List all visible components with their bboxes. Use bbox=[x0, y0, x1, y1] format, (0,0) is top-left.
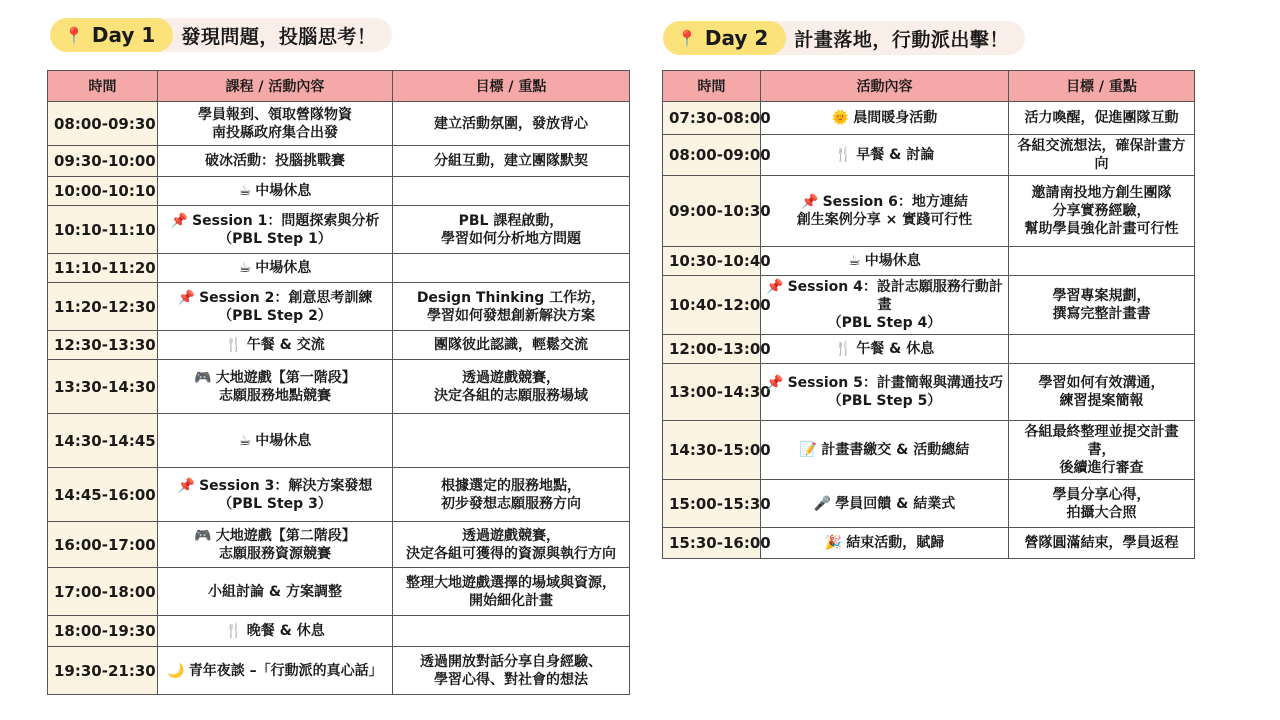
day2-pill bbox=[663, 21, 786, 55]
activity-text: 大地遊戲【第一階段】 志願服務地點競賽 bbox=[215, 369, 356, 404]
time-cell: 08:00-09:30 bbox=[48, 102, 158, 146]
table-row bbox=[663, 276, 1195, 335]
day1-title bbox=[147, 18, 392, 52]
goal-cell bbox=[1009, 421, 1195, 480]
pushpin-icon: 📌 bbox=[801, 194, 819, 210]
coffee-icon: ☕ bbox=[238, 183, 252, 199]
activity-cell bbox=[761, 335, 1009, 364]
day2-schedule-table bbox=[662, 70, 1195, 559]
pushpin-icon: 📌 bbox=[177, 289, 196, 306]
table-row bbox=[663, 176, 1195, 247]
time-cell: 14:30-14:45 bbox=[48, 414, 158, 468]
activity-cell bbox=[761, 135, 1009, 176]
moon-icon: 🌙 bbox=[167, 662, 185, 679]
goal-text: 各組最終整理並提交計畫書， 後續進行審查 bbox=[1024, 424, 1179, 476]
activity-cell bbox=[158, 254, 393, 283]
goal-cell bbox=[1009, 176, 1195, 247]
activity-text: 中場休息 bbox=[255, 183, 312, 199]
time-cell: 14:30-15:00 bbox=[663, 421, 761, 480]
goal-cell bbox=[1009, 247, 1195, 276]
pushpin-icon: 📌 bbox=[766, 279, 784, 295]
activity-text: 結束活動，賦歸 bbox=[846, 535, 945, 551]
day2-label: Day 2 bbox=[704, 26, 769, 50]
goal-cell bbox=[393, 146, 630, 177]
time-cell: 13:30-14:30 bbox=[48, 360, 158, 414]
fork-knife-icon: 🍴 bbox=[834, 341, 853, 357]
activity-text: 學員回饋 & 結業式 bbox=[835, 495, 956, 512]
time-cell: 18:00-19:30 bbox=[48, 616, 158, 647]
activity-text: Session 6：地方連結 創生案例分享 × 實踐可行性 bbox=[796, 194, 973, 228]
table-row bbox=[48, 206, 630, 254]
day1-schedule-table bbox=[47, 70, 630, 695]
goal-cell bbox=[1009, 528, 1195, 559]
sun-icon: 🌞 bbox=[831, 110, 850, 126]
activity-cell bbox=[158, 360, 393, 414]
activity-text: Session 4：設計志願服務行動計畫 （PBL Step 4） bbox=[787, 279, 1003, 331]
fork-knife-icon: 🍴 bbox=[225, 337, 243, 353]
goal-cell bbox=[1009, 364, 1195, 421]
goal-text: 學習如何有效溝通， 練習提案簡報 bbox=[1038, 375, 1165, 409]
table-row bbox=[48, 177, 630, 206]
map-pin-icon: 📍 bbox=[677, 28, 697, 48]
activity-cell bbox=[158, 283, 393, 331]
activity-cell bbox=[761, 528, 1009, 559]
activity-cell bbox=[158, 177, 393, 206]
goal-text: 學員分享心得， 拍攝大合照 bbox=[1052, 486, 1151, 521]
table-row bbox=[663, 335, 1195, 364]
table-row bbox=[48, 522, 630, 568]
time-cell: 10:40-12:00 bbox=[663, 276, 761, 335]
goal-text: 學習專案規劃， 撰寫完整計畫書 bbox=[1052, 288, 1151, 322]
goal-text: 各組交流想法，確保計畫方向 bbox=[1017, 138, 1186, 172]
goal-text: 活力喚醒，促進團隊互動 bbox=[1024, 110, 1179, 126]
goal-cell bbox=[1009, 480, 1195, 528]
goal-text: 建立活動氛圍，發放背心 bbox=[434, 115, 588, 132]
table-row bbox=[663, 102, 1195, 135]
time-cell: 12:00-13:00 bbox=[663, 335, 761, 364]
goal-text: PBL 課程啟動， 學習如何分析地方問題 bbox=[441, 212, 581, 247]
activity-cell bbox=[761, 276, 1009, 335]
activity-cell bbox=[158, 146, 393, 177]
time-cell: 11:10-11:20 bbox=[48, 254, 158, 283]
table-row bbox=[48, 568, 630, 616]
activity-text: 計畫書繳交 & 活動總結 bbox=[821, 442, 970, 458]
activity-cell bbox=[761, 176, 1009, 247]
table-row bbox=[48, 414, 630, 468]
party-popper-icon: 🎉 bbox=[824, 535, 843, 551]
day1-label: Day 1 bbox=[91, 23, 156, 47]
activity-text: Session 5：計畫簡報與溝通技巧 （PBL Step 5） bbox=[787, 375, 1003, 409]
activity-cell bbox=[158, 102, 393, 146]
column-header-goal: 目標 / 重點 bbox=[393, 71, 630, 102]
activity-text: Session 2：創意思考訓練 （PBL Step 2） bbox=[199, 289, 373, 324]
pushpin-icon: 📌 bbox=[170, 212, 189, 229]
day1-header bbox=[50, 18, 392, 52]
activity-cell bbox=[761, 364, 1009, 421]
goal-text: 營隊圓滿結束，學員返程 bbox=[1024, 535, 1179, 551]
table-row bbox=[48, 360, 630, 414]
day2-title bbox=[760, 21, 1025, 55]
goal-cell bbox=[393, 468, 630, 522]
activity-text: 青年夜談 –「行動派的真心話」 bbox=[188, 662, 383, 679]
time-cell: 14:45-16:00 bbox=[48, 468, 158, 522]
activity-cell bbox=[158, 616, 393, 647]
table-row bbox=[663, 480, 1195, 528]
column-header-goal: 目標 / 重點 bbox=[1009, 71, 1195, 102]
goal-cell bbox=[393, 254, 630, 283]
activity-text: 學員報到、領取營隊物資 南投縣政府集合出發 bbox=[198, 106, 352, 141]
time-cell: 12:30-13:30 bbox=[48, 331, 158, 360]
goal-text: 透過開放對話分享自身經驗、 學習心得、對社會的想法 bbox=[420, 653, 602, 688]
time-cell: 07:30-08:00 bbox=[663, 102, 761, 135]
table-row bbox=[663, 421, 1195, 480]
activity-cell bbox=[158, 414, 393, 468]
goal-cell bbox=[393, 616, 630, 647]
goal-text: 透過遊戲競賽， 決定各組的志願服務場域 bbox=[434, 369, 588, 404]
table-row bbox=[48, 647, 630, 695]
table-row bbox=[48, 146, 630, 177]
coffee-icon: ☕ bbox=[848, 253, 861, 269]
activity-cell bbox=[761, 480, 1009, 528]
activity-cell bbox=[158, 206, 393, 254]
activity-cell bbox=[761, 102, 1009, 135]
goal-text: Design Thinking 工作坊， 學習如何發想創新解決方案 bbox=[416, 289, 606, 324]
goal-text: 團隊彼此認識，輕鬆交流 bbox=[434, 337, 588, 353]
time-cell: 13:00-14:30 bbox=[663, 364, 761, 421]
table-row bbox=[48, 102, 630, 146]
activity-cell bbox=[761, 247, 1009, 276]
goal-text: 根據選定的服務地點， 初步發想志願服務方向 bbox=[441, 477, 581, 512]
time-cell: 09:30-10:00 bbox=[48, 146, 158, 177]
activity-text: 中場休息 bbox=[255, 432, 312, 449]
goal-cell bbox=[393, 522, 630, 568]
activity-text: 午餐 & 休息 bbox=[856, 341, 935, 357]
table-row bbox=[48, 616, 630, 647]
day2-title-text: 計畫落地，行動派出擊！ bbox=[794, 28, 1009, 51]
pushpin-icon: 📌 bbox=[766, 375, 784, 391]
gamepad-icon: 🎮 bbox=[194, 527, 212, 544]
table-row bbox=[663, 135, 1195, 176]
activity-cell bbox=[158, 568, 393, 616]
activity-text: 中場休息 bbox=[864, 253, 921, 269]
coffee-icon: ☕ bbox=[238, 432, 252, 449]
goal-cell bbox=[393, 206, 630, 254]
goal-cell bbox=[1009, 276, 1195, 335]
map-pin-icon: 📍 bbox=[64, 25, 84, 45]
activity-text: 破冰活動：投腦挑戰賽 bbox=[205, 153, 345, 169]
table-row bbox=[48, 254, 630, 283]
goal-cell bbox=[393, 331, 630, 360]
time-cell: 11:20-12:30 bbox=[48, 283, 158, 331]
table-row bbox=[663, 528, 1195, 559]
activity-cell bbox=[158, 647, 393, 695]
time-cell: 09:00-10:30 bbox=[663, 176, 761, 247]
coffee-icon: ☕ bbox=[238, 260, 252, 276]
fork-knife-icon: 🍴 bbox=[225, 623, 243, 639]
table-header-row bbox=[48, 71, 630, 102]
day1-pill bbox=[50, 18, 173, 52]
time-cell: 15:30-16:00 bbox=[663, 528, 761, 559]
activity-text: 晚餐 & 休息 bbox=[246, 623, 325, 639]
pushpin-icon: 📌 bbox=[177, 477, 196, 494]
goal-cell bbox=[393, 568, 630, 616]
activity-text: Session 3：解決方案發想 （PBL Step 3） bbox=[199, 477, 373, 512]
table-header-row bbox=[663, 71, 1195, 102]
goal-text: 透過遊戲競賽， 決定各組可獲得的資源與執行方向 bbox=[406, 527, 616, 562]
activity-cell bbox=[158, 331, 393, 360]
activity-text: Session 1：問題探索與分析 （PBL Step 1） bbox=[192, 212, 380, 247]
gamepad-icon: 🎮 bbox=[194, 369, 212, 386]
time-cell: 10:10-11:10 bbox=[48, 206, 158, 254]
time-cell: 17:00-18:00 bbox=[48, 568, 158, 616]
time-cell: 15:00-15:30 bbox=[663, 480, 761, 528]
microphone-icon: 🎤 bbox=[813, 495, 832, 512]
activity-cell bbox=[158, 522, 393, 568]
time-cell: 19:30-21:30 bbox=[48, 647, 158, 695]
goal-text: 邀請南投地方創生團隊 分享實務經驗， 幫助學員強化計畫可行性 bbox=[1024, 185, 1179, 237]
activity-text: 大地遊戲【第二階段】 志願服務資源競賽 bbox=[215, 527, 356, 562]
day1-title-text: 發現問題，投腦思考！ bbox=[181, 25, 377, 48]
column-header-activity: 活動內容 bbox=[761, 71, 1009, 102]
goal-cell bbox=[393, 414, 630, 468]
memo-icon: 📝 bbox=[799, 442, 818, 458]
goal-cell bbox=[393, 647, 630, 695]
goal-text: 分組互動，建立團隊默契 bbox=[434, 153, 588, 169]
time-cell: 08:00-09:00 bbox=[663, 135, 761, 176]
fork-knife-icon: 🍴 bbox=[834, 147, 853, 163]
table-row bbox=[663, 247, 1195, 276]
table-row bbox=[48, 283, 630, 331]
activity-cell bbox=[158, 468, 393, 522]
goal-text: 整理大地遊戲選擇的場域與資源， 開始細化計畫 bbox=[406, 574, 616, 609]
time-cell: 16:00-17:00 bbox=[48, 522, 158, 568]
goal-cell bbox=[393, 177, 630, 206]
goal-cell bbox=[1009, 135, 1195, 176]
activity-text: 中場休息 bbox=[255, 260, 312, 276]
column-header-time: 時間 bbox=[663, 71, 761, 102]
activity-cell bbox=[761, 421, 1009, 480]
activity-text: 早餐 & 討論 bbox=[856, 147, 935, 163]
time-cell: 10:30-10:40 bbox=[663, 247, 761, 276]
table-row bbox=[663, 364, 1195, 421]
column-header-activity: 課程 / 活動內容 bbox=[158, 71, 393, 102]
goal-cell bbox=[1009, 102, 1195, 135]
time-cell: 10:00-10:10 bbox=[48, 177, 158, 206]
table-row bbox=[48, 468, 630, 522]
column-header-time: 時間 bbox=[48, 71, 158, 102]
goal-cell bbox=[393, 283, 630, 331]
goal-cell bbox=[393, 360, 630, 414]
goal-cell bbox=[1009, 335, 1195, 364]
activity-text: 晨間暖身活動 bbox=[853, 110, 938, 126]
goal-cell bbox=[393, 102, 630, 146]
activity-text: 午餐 & 交流 bbox=[246, 337, 325, 353]
activity-text: 小組討論 & 方案調整 bbox=[208, 583, 342, 600]
day2-header bbox=[663, 21, 1025, 55]
table-row bbox=[48, 331, 630, 360]
